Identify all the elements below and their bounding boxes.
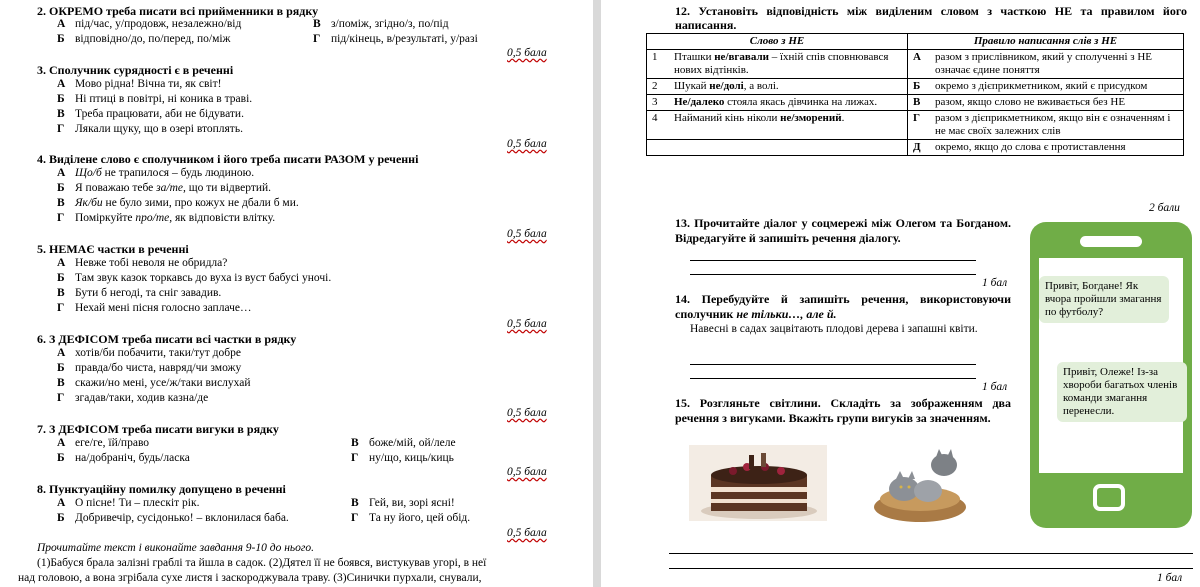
highlighted-word: про/те,	[135, 212, 173, 224]
letter: В	[57, 108, 65, 120]
option-text: Я поважаю тебе	[75, 182, 157, 194]
option-text: Добривечір, сусідонько! – вклонилася баба.	[75, 512, 289, 524]
rule-letter: Б	[908, 79, 931, 95]
cell-text: – їхній спів сповнювався нових відтінків.	[674, 51, 889, 76]
option-text: що ти відвертий.	[185, 182, 272, 194]
letter: А	[57, 257, 66, 269]
q7-option-g[interactable]	[351, 452, 454, 464]
q13-title: 13. Прочитайте діалог у соцмережі між Олегом та Богданом. Відредагуйте й запишіть речення діалогу.	[675, 216, 1011, 245]
word-cell	[669, 140, 908, 156]
option-text: О пісне! Ти – плескіт рік.	[75, 497, 200, 509]
word-cell	[669, 111, 908, 140]
letter: А	[57, 347, 66, 359]
option-text: ну/що, киць/киць	[369, 452, 454, 464]
right-page	[601, 0, 1200, 587]
answer-line[interactable]	[690, 274, 976, 275]
q14-sentence: Навесні в садах зацвітають плодові дерева і запашні квіти.	[690, 323, 978, 335]
q2-option-g[interactable]	[313, 33, 478, 45]
score-text: 0,5 бала	[507, 138, 547, 150]
q14-title-text: 14. Перебудуйте й запишіть речення, використовуючи сполучник	[675, 292, 1011, 321]
kittens-photo	[852, 445, 992, 525]
letter: Б	[57, 452, 65, 464]
row-number	[647, 140, 670, 156]
q7-option-v[interactable]	[351, 437, 456, 449]
letter: А	[57, 18, 66, 30]
option-text: Гей, ви, зорі ясні!	[369, 497, 455, 509]
cell-text: , а волі.	[743, 80, 779, 92]
cell-text: стояла якась дівчинка на лижах.	[724, 96, 878, 108]
phone-screen	[1039, 258, 1183, 473]
chat-message-oleh: Привіт, Богдане! Як вчора пройшли змагання по футболу?	[1039, 276, 1169, 323]
q5-option-g[interactable]	[57, 302, 251, 314]
rule-letter: А	[908, 50, 931, 79]
highlighted-word: Не/далеко	[674, 96, 725, 108]
letter: Б	[57, 182, 65, 194]
rule-letter: Г	[908, 111, 931, 140]
letter: В	[313, 18, 321, 30]
text-line-1: (1)Бабуся брала залізні граблі та йшла в садок. (2)Дятел її не боявся, вистукував угорі, в неї	[37, 557, 487, 569]
option-text: Поміркуйте	[75, 212, 136, 224]
rule-letter: В	[908, 95, 931, 111]
letter: В	[57, 287, 65, 299]
table-header-row	[647, 34, 1184, 50]
score-text: 0,5 бала	[507, 466, 547, 478]
option-text: Невже тобі неволя не обридла?	[75, 257, 228, 269]
highlighted-word: не/вгавали	[714, 51, 769, 63]
q3-option-b[interactable]	[57, 93, 252, 105]
letter: Б	[57, 362, 65, 374]
option-text: Лякали щуку, що в озері втоплять.	[75, 123, 243, 135]
cell-text: Пташки	[674, 51, 715, 63]
cell-text: Шукай	[674, 80, 710, 92]
letter: Б	[57, 93, 65, 105]
q3-title: 3. Сполучник сурядності є в реченні	[37, 63, 234, 77]
option-text: Та ну його, цей обід.	[369, 512, 471, 524]
option-text: хотів/би побачити, таки/тут добре	[75, 347, 241, 359]
q5-option-v[interactable]	[57, 287, 221, 299]
option-text: з/поміж, згідно/з, по/під	[331, 18, 449, 30]
q7-option-a[interactable]	[57, 437, 149, 449]
q2-option-a[interactable]	[57, 18, 241, 30]
rule-cell: разом з прислівником, який у сполученні з НЕ означає єдине поняття	[930, 50, 1184, 79]
speaker-icon	[1080, 236, 1142, 247]
letter: А	[57, 78, 66, 90]
q6-option-a[interactable]	[57, 347, 241, 359]
option-text: боже/мій, ой/леле	[369, 437, 456, 449]
q5-score	[507, 318, 547, 330]
q2-score	[507, 47, 547, 59]
option-text: Треба працювати, аби не бідувати.	[75, 108, 244, 120]
letter: Г	[57, 392, 65, 404]
q6-score	[507, 407, 547, 419]
rule-cell: окремо, якщо до слова є протиставлення	[930, 140, 1184, 156]
table-row	[647, 79, 1184, 95]
highlighted-word: за/те,	[156, 182, 186, 194]
q8-option-a[interactable]	[57, 497, 199, 509]
left-page	[0, 0, 593, 587]
highlighted-word: не/долі	[709, 80, 744, 92]
letter: В	[57, 377, 65, 389]
q7-score	[507, 466, 547, 478]
answer-line[interactable]	[690, 378, 976, 379]
home-button-icon	[1093, 484, 1125, 511]
q4-option-g[interactable]	[57, 212, 275, 224]
table-row	[647, 140, 1184, 156]
answer-line[interactable]	[690, 364, 976, 365]
word-cell	[669, 95, 908, 111]
option-text: правда/бо чиста, навряд/чи зможу	[75, 362, 242, 374]
page-gutter	[593, 0, 601, 587]
text-intro: Прочитайте текст і виконайте завдання 9-10 до нього.	[37, 542, 315, 554]
q2-option-v[interactable]	[313, 18, 449, 30]
score-text: 0,5 бала	[507, 47, 547, 59]
q2-title: 2. ОКРЕМО треба писати всі прийменники в рядку	[37, 4, 319, 18]
q8-option-g[interactable]	[351, 512, 470, 524]
q7-title: 7. З ДЕФІСОМ треба писати вигуки в рядку	[37, 422, 279, 436]
option-text: скажи/но мені, усе/ж/таки вислухай	[75, 377, 251, 389]
q5-option-a[interactable]	[57, 257, 227, 269]
table-row	[647, 95, 1184, 111]
q15-title: 15. Розгляньте світлини. Складіть за зображенням два речення з вигуками. Вкажіть групи вигуків за значенням.	[675, 396, 1011, 425]
q12-title: 12. Установіть відповідність між виділеним словом з часткою НЕ та правилом його написання.	[675, 4, 1187, 32]
letter: Г	[57, 212, 65, 224]
q14-score: 1 бал	[982, 381, 1008, 393]
rule-letter: Д	[908, 140, 931, 156]
q14-conjunction: не тільки…, але й.	[736, 307, 837, 321]
column-header-rule: Правило написання слів з НЕ	[908, 34, 1184, 50]
option-text: не було зими, про кожух не дбали б ми.	[102, 197, 299, 209]
row-number: 2	[647, 79, 670, 95]
option-text: відповідно/до, по/перед, по/між	[75, 33, 231, 45]
score-text: 0,5 бала	[507, 318, 547, 330]
answer-line[interactable]	[690, 260, 976, 261]
table-row	[647, 50, 1184, 79]
letter: Г	[57, 123, 65, 135]
q8-option-v[interactable]	[351, 497, 455, 509]
q13-score: 1 бал	[982, 277, 1008, 289]
q4-title: 4. Виділене слово є сполучником і його треба писати РАЗОМ у реченні	[37, 152, 419, 166]
option-text: не трапилося – будь людиною.	[101, 167, 255, 179]
rule-cell: разом, якщо слово не вживається без НЕ	[930, 95, 1184, 111]
phone-illustration	[1030, 222, 1192, 528]
option-text: Ні птиці в повітрі, ні коника в траві.	[75, 93, 253, 105]
letter: В	[57, 197, 65, 209]
q5-option-b[interactable]	[57, 272, 331, 284]
text-line-2: над головою, а вона згрібала сухе листя і заскороджувала траву. (3)Синички пурхали, снували,	[18, 572, 482, 584]
rule-cell: окремо з дієприкметником, який є присудком	[930, 79, 1184, 95]
option-text: як відповісти влітку.	[172, 212, 276, 224]
q6-option-g[interactable]	[57, 392, 208, 404]
q8-score	[507, 527, 547, 539]
q4-score	[507, 228, 547, 240]
q14-title	[675, 292, 1011, 322]
q6-option-b[interactable]	[57, 362, 241, 374]
highlighted-word: Що/б	[75, 167, 102, 179]
option-text: під/час, у/продовж, незалежно/від	[75, 18, 242, 30]
q5-title: 5. НЕМАЄ частки в реченні	[37, 242, 189, 256]
column-header-word: Слово з НЕ	[647, 34, 908, 50]
q8-title: 8. Пунктуаційну помилку допущено в реченні	[37, 482, 286, 496]
answer-line[interactable]	[669, 568, 1193, 569]
table-row	[647, 111, 1184, 140]
score-text: 0,5 бала	[507, 228, 547, 240]
option-text: Бути б негоді, та сніг завадив.	[75, 287, 222, 299]
letter: Г	[351, 512, 359, 524]
letter: Г	[351, 452, 359, 464]
letter: Г	[313, 33, 321, 45]
cell-text: Найманий кінь ніколи	[674, 112, 781, 124]
option-text: еге/ге, їй/право	[75, 437, 150, 449]
matching-table	[646, 33, 1184, 156]
option-text: на/добраніч, будь/ласка	[75, 452, 190, 464]
cell-text: .	[841, 112, 845, 124]
letter: А	[57, 497, 66, 509]
q15-score: 1 бал	[1157, 572, 1183, 584]
letter: А	[57, 167, 66, 179]
option-text: згадав/таки, ходив казна/де	[75, 392, 209, 404]
q6-title: 6. З ДЕФІСОМ треба писати всі частки в рядку	[37, 332, 297, 346]
q8-option-b[interactable]	[57, 512, 289, 524]
letter: В	[351, 437, 359, 449]
word-cell	[669, 50, 908, 79]
q12-score: 2 бали	[1149, 202, 1180, 214]
letter: Б	[57, 33, 65, 45]
cake-photo	[689, 445, 827, 521]
rule-cell: разом з дієприкметником, якщо він є означенням і не має своїх залежних слів	[930, 111, 1184, 140]
score-text: 0,5 бала	[507, 527, 547, 539]
option-text: під/кінець, в/результаті, у/разі	[331, 33, 478, 45]
option-text: Мово рідна! Вічна ти, як світ!	[75, 78, 222, 90]
answer-line[interactable]	[669, 553, 1193, 554]
score-text: 0,5 бала	[507, 407, 547, 419]
q6-option-v[interactable]	[57, 377, 251, 389]
option-text: Там звук казок торкавсь до вуха із вуст бабусі уночі.	[75, 272, 332, 284]
q2-option-b[interactable]	[57, 33, 231, 45]
row-number: 3	[647, 95, 670, 111]
q7-option-b[interactable]	[57, 452, 190, 464]
letter: Б	[57, 512, 65, 524]
word-cell	[669, 79, 908, 95]
row-number: 1	[647, 50, 670, 79]
option-text: Нехай мені пісня голосно заплаче…	[75, 302, 252, 314]
q4-option-b[interactable]	[57, 182, 271, 194]
q3-option-a[interactable]	[57, 78, 221, 90]
q4-option-v[interactable]	[57, 197, 299, 209]
q4-option-a[interactable]	[57, 167, 254, 179]
highlighted-word: Як/би	[75, 197, 103, 209]
letter: В	[351, 497, 359, 509]
letter: Г	[57, 302, 65, 314]
q3-option-v[interactable]	[57, 108, 244, 120]
row-number: 4	[647, 111, 670, 140]
highlighted-word: не/зморений	[780, 112, 842, 124]
letter: Б	[57, 272, 65, 284]
letter: А	[57, 437, 66, 449]
q3-option-g[interactable]	[57, 123, 243, 135]
q3-score	[507, 138, 547, 150]
chat-message-bohdan: Привіт, Олеже! Із-за хвороби багатьох членів команди змагання перенесли.	[1057, 362, 1187, 422]
